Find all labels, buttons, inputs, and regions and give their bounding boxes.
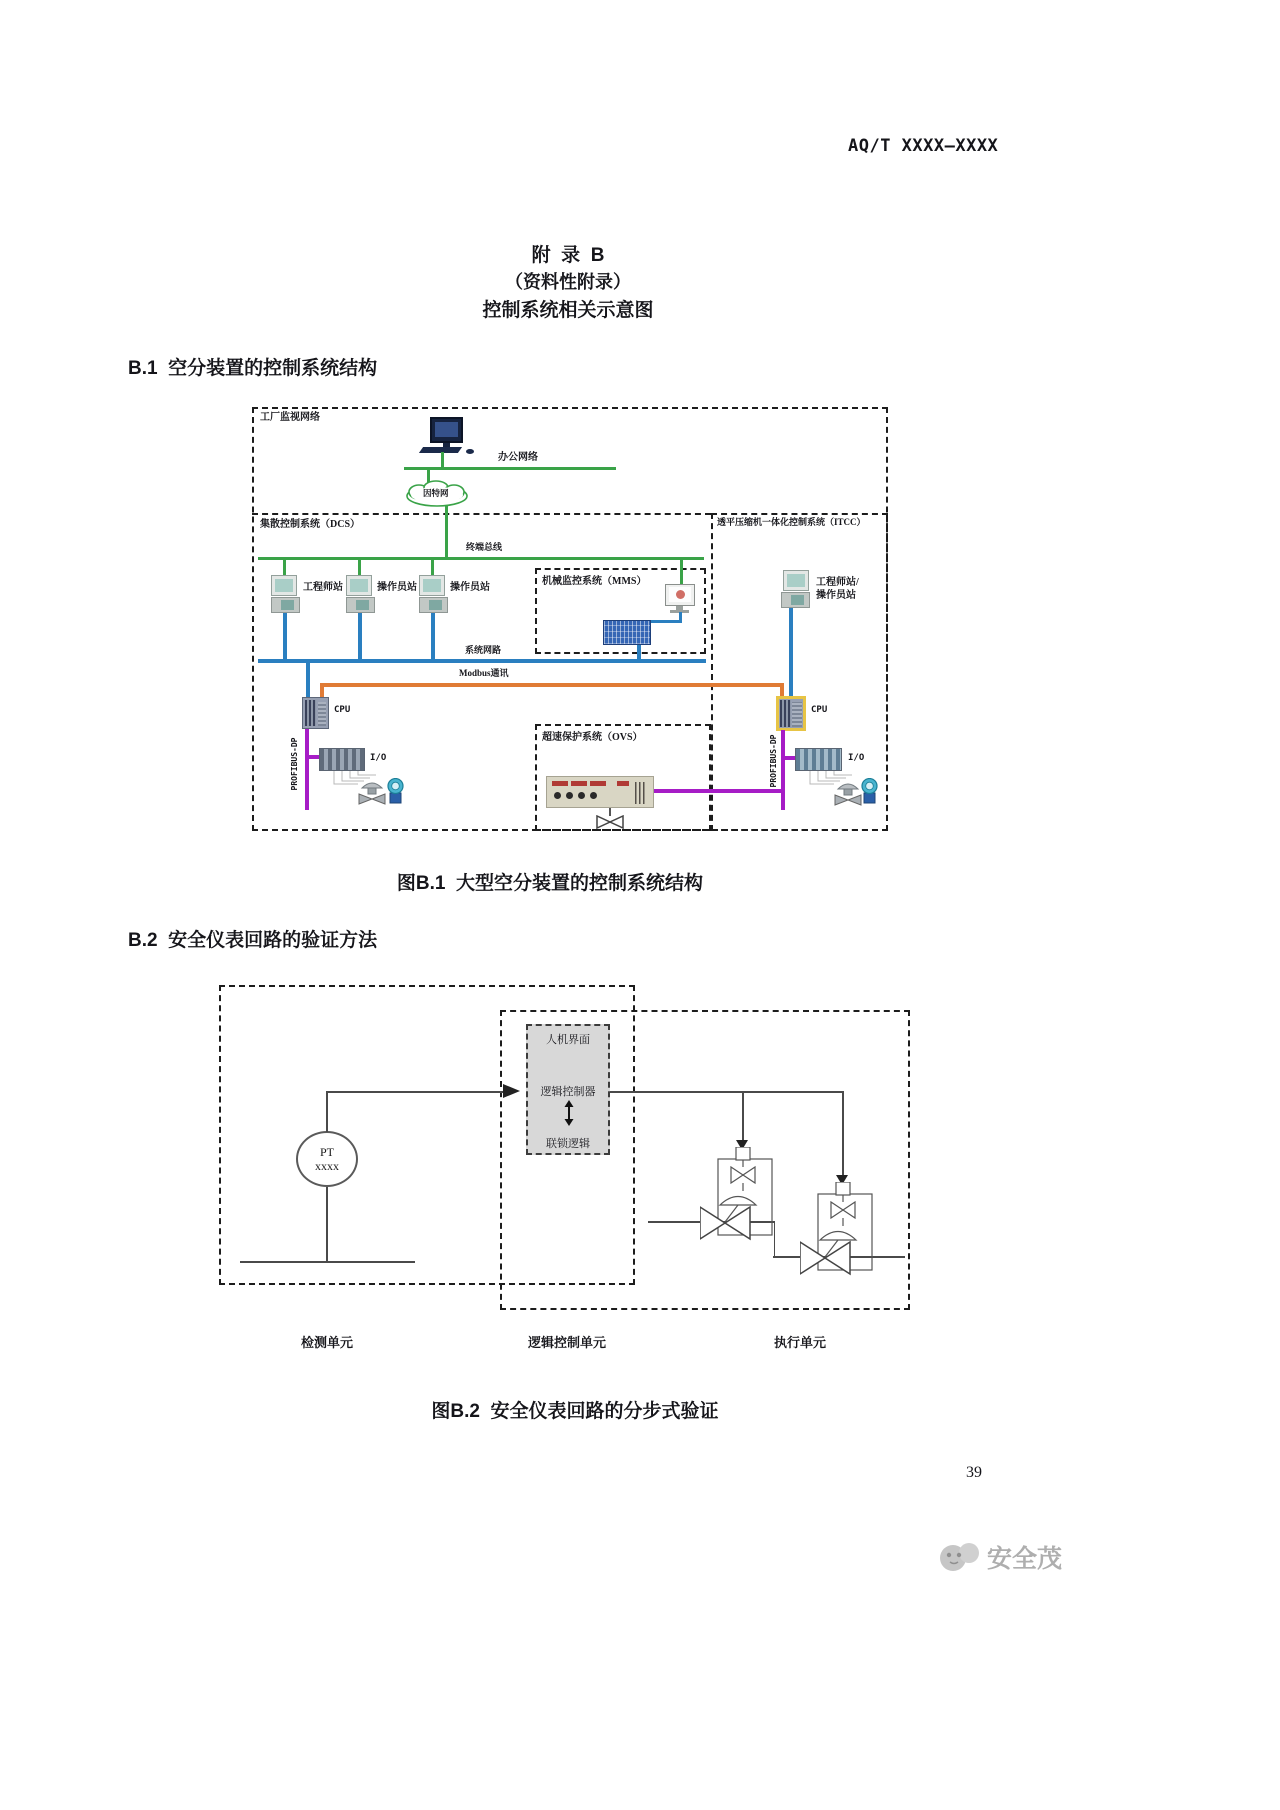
engineer-station-label: 工程师站 <box>303 582 343 593</box>
terminal-bus-label: 终端总线 <box>466 542 503 552</box>
pt-tag-line1: PT <box>319 1144 334 1159</box>
detection-unit-label: 检测单元 <box>301 1335 354 1350</box>
connector-line <box>780 686 784 696</box>
system-network-line <box>258 659 706 663</box>
modbus-line <box>320 683 784 687</box>
control-valve-icon <box>833 779 863 811</box>
operator-station-label: 操作员站 <box>450 582 490 593</box>
profibus-right-label: PROFIBUS-DP <box>769 734 778 788</box>
ovs-profibus-link-line <box>654 789 784 793</box>
connector-line <box>283 560 286 575</box>
connector-line <box>637 645 641 660</box>
itcc-cpu-icon <box>776 696 806 731</box>
itcc-station-label-line2: 操作员站 <box>816 590 856 601</box>
itcc-io-label: I/O <box>848 753 865 763</box>
profibus-line <box>305 729 309 810</box>
connector-line <box>358 613 362 660</box>
dcs-divider-line <box>252 513 711 515</box>
connector-line <box>306 663 310 697</box>
itcc-station-icon <box>780 570 814 610</box>
transmitter-icon <box>387 778 404 809</box>
connector-line <box>651 620 682 623</box>
section-b2-heading: B.2 安全仪表回路的验证方法 <box>128 930 378 951</box>
mms-label: 机械监控系统（MMS） <box>542 576 647 587</box>
connector-line <box>431 560 434 575</box>
figure-b2-caption: 图B.2 安全仪表回路的分步式验证 <box>431 1401 719 1422</box>
itcc-station-label-line1: 工程师站/ <box>816 577 859 588</box>
office-network-line <box>404 467 616 470</box>
internet-cloud-icon <box>405 480 469 508</box>
terminal-bus-line <box>258 557 704 560</box>
control-valve-assembly <box>800 1182 890 1299</box>
ground-bar <box>240 1261 415 1263</box>
ovs-rack-icon <box>546 776 654 808</box>
connector-line <box>283 613 287 660</box>
connector-line <box>441 452 444 468</box>
appendix-title-line3: 控制系统相关示意图 <box>482 300 654 321</box>
signal-line <box>610 1091 843 1093</box>
signal-arrowhead <box>503 1084 520 1098</box>
itcc-io-icon <box>795 748 842 771</box>
connector-line <box>680 560 683 585</box>
pt-tag-line2: xxxx <box>315 1159 339 1173</box>
dcs-io-icon <box>319 748 365 771</box>
connector-line <box>358 560 361 575</box>
connector-line <box>320 686 324 697</box>
logic-controller-block <box>526 1024 610 1155</box>
interlock-label: 联锁逻辑 <box>546 1138 590 1150</box>
profibus-left-label: PROFIBUS-DP <box>290 737 299 791</box>
doc-code-header: AQ/T XXXX—XXXX <box>848 136 999 156</box>
signal-line <box>842 1091 844 1176</box>
page-number: 39 <box>966 1464 982 1481</box>
ovs-label: 超速保护系统（OVS） <box>542 732 643 743</box>
internet-label: 因特网 <box>423 488 449 498</box>
hmi-label: 人机界面 <box>546 1034 590 1046</box>
dcs-label: 集散控制系统（DCS） <box>260 519 361 530</box>
office-network-label: 办公网络 <box>498 452 538 463</box>
itcc-cpu-label: CPU <box>811 705 828 715</box>
control-valve-icon <box>357 778 387 810</box>
office-computer-icon <box>420 416 476 456</box>
system-network-label: 系统网路 <box>465 645 502 655</box>
dcs-cpu-icon <box>302 697 329 729</box>
connector-line <box>431 613 435 660</box>
modbus-label: Modbus通讯 <box>459 668 509 678</box>
signal-line <box>742 1091 744 1141</box>
signal-line <box>326 1187 328 1262</box>
section-b1-heading: B.1 空分装置的控制系统结构 <box>128 358 378 379</box>
control-valve-assembly <box>700 1147 790 1264</box>
mms-monitor-icon <box>664 584 696 614</box>
dcs-cpu-label: CPU <box>334 705 351 715</box>
execution-unit-label: 执行单元 <box>774 1335 827 1350</box>
watermark-text: 安全茂 <box>987 1545 1063 1573</box>
transmitter-icon <box>861 778 878 809</box>
itcc-label: 透平压缩机一体化控制系统（ITCC） <box>717 517 866 527</box>
signal-line <box>326 1092 328 1132</box>
watermark <box>935 1532 1062 1581</box>
operator-station-icon <box>346 575 376 615</box>
plant-network-label: 工厂监视网络 <box>260 412 320 423</box>
operator-station-icon <box>419 575 449 615</box>
connector-line <box>789 608 793 696</box>
appendix-title-line1: 附 录 B <box>531 245 605 266</box>
logic-unit-label: 逻辑控制单元 <box>528 1335 607 1350</box>
mms-rack-icon <box>603 620 651 645</box>
dcs-io-label: I/O <box>370 753 387 763</box>
operator-station-label: 操作员站 <box>377 582 417 593</box>
figure-b1-caption: 图B.1 大型空分装置的控制系统结构 <box>396 873 704 894</box>
connector-line <box>445 506 448 559</box>
signal-line <box>326 1091 503 1093</box>
watermark-logo-icon <box>935 1532 985 1581</box>
shutoff-valve-icon <box>596 815 624 834</box>
updown-arrow-icon <box>563 1100 575 1131</box>
engineer-station-icon <box>271 575 301 615</box>
profibus-line <box>781 730 785 810</box>
logic-controller-label: 逻辑控制器 <box>540 1086 596 1098</box>
appendix-title-line2: （资料性附录） <box>505 272 631 292</box>
pt-transmitter-circle <box>296 1131 358 1187</box>
